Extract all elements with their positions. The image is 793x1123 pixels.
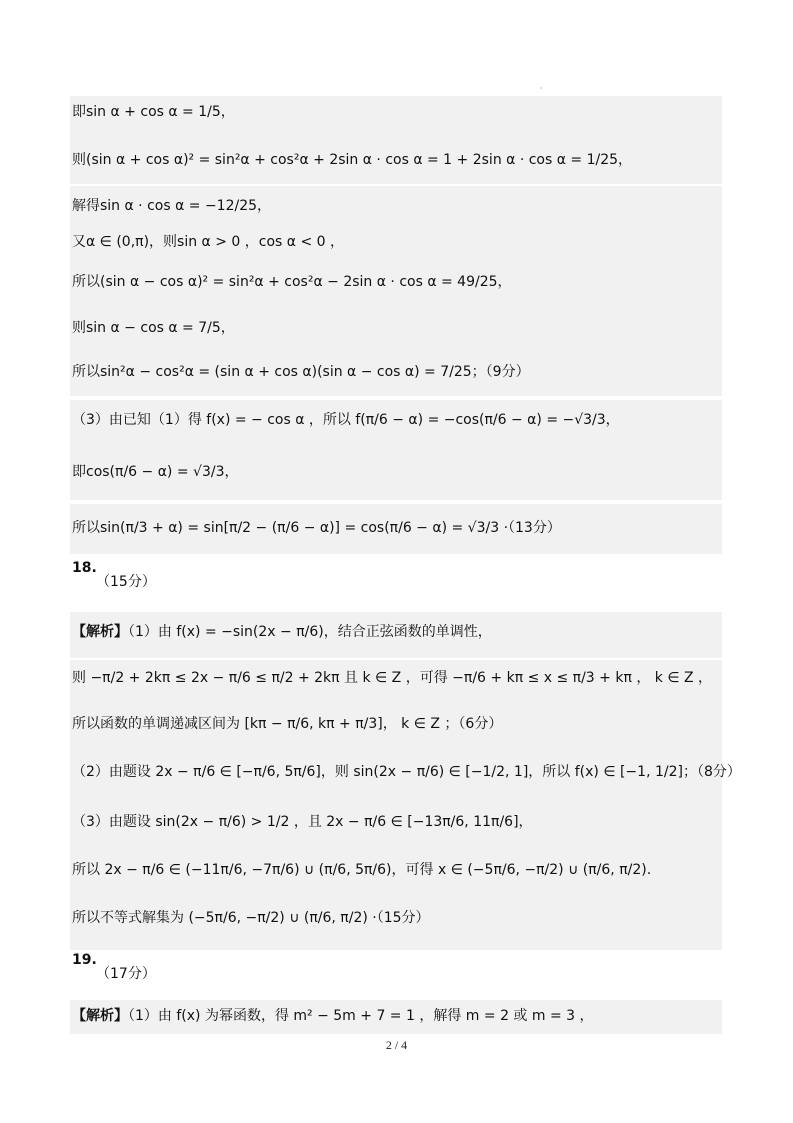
question-number-19: 19. xyxy=(72,952,97,968)
solution-line: 所以sin²α − cos²α = (sin α + cos α)(sin α − cos α) = 7/25；（9分） xyxy=(72,364,530,380)
analysis-marker: 【解析】 xyxy=(72,624,128,640)
solution-line: 则sin α − cos α = 7/5， xyxy=(72,320,235,336)
solution-line: 【解析】（1）由 f(x) 为幂函数，得 m² − 5m + 7 = 1 ，解得 m = 2 或 m = 3 ， xyxy=(72,1008,594,1024)
solution-line: 所以函数的单调递减区间为 [kπ − π/6, kπ + π/3]， k ∈ Z ；（6分） xyxy=(72,716,503,732)
page-number: 2 / 4 xyxy=(385,1038,408,1052)
solution-line: 解得sin α · cos α = −12/25， xyxy=(72,198,272,214)
solution-line: 即sin α + cos α = 1/5， xyxy=(72,104,235,120)
question-score-18: （15分） xyxy=(96,574,156,590)
question-score-19: （17分） xyxy=(96,966,156,982)
solution-block-18b xyxy=(70,660,741,950)
solution-line: 所以 2x − π/6 ∈ (−11π/6, −7π/6) ∪ (π/6, 5π/6)，可得 x ∈ (−5π/6, −π/2) ∪ (π/6, π/2). xyxy=(72,862,652,878)
solution-line: 所以(sin α − cos α)² = sin²α + cos²α − 2sin α · cos α = 49/25， xyxy=(72,274,512,290)
solution-line: 所以不等式解集为 (−5π/6, −π/2) ∪ (π/6, π/2) ·（15分） xyxy=(72,910,430,926)
solution-line: 所以sin(π/3 + α) = sin[π/2 − (π/6 − α)] = cos(π/6 − α) = √3/3 ·（13分） xyxy=(72,520,561,536)
corner-mark: ' xyxy=(540,86,543,95)
solution-line: 即cos(π/6 − α) = √3/3， xyxy=(72,464,239,480)
analysis-marker: 【解析】 xyxy=(72,1008,128,1024)
question-number-18: 18. xyxy=(72,560,97,576)
solution-line: （3）由题设 sin(2x − π/6) > 1/2 ，且 2x − π/6 ∈ [−13π/6, 11π/6]， xyxy=(72,814,533,830)
solution-line: 则 −π/2 + 2kπ ≤ 2x − π/6 ≤ π/2 + 2kπ 且 k ∈ Z ，可得 −π/6 + kπ ≤ x ≤ π/3 + kπ ， k ∈ Z ， xyxy=(72,670,713,686)
solution-line: （3）由已知（1）得 f(x) = − cos α ，所以 f(π/6 − α) = −cos(π/6 − α) = −√3/3， xyxy=(72,412,620,428)
solution-line: （2）由题设 2x − π/6 ∈ [−π/6, 5π/6]，则 sin(2x − π/6) ∈ [−1/2, 1]，所以 f(x) ∈ [−1, 1/2]；（8分） xyxy=(72,764,741,780)
solution-line: 又α ∈ (0,π)，则sin α > 0 ，cos α < 0 ， xyxy=(72,234,344,250)
solution-line: 则(sin α + cos α)² = sin²α + cos²α + 2sin α · cos α = 1 + 2sin α · cos α = 1/25， xyxy=(72,152,633,168)
solution-line: 【解析】（1）由 f(x) = −sin(2x − π/6)，结合正弦函数的单调性， xyxy=(72,624,492,640)
